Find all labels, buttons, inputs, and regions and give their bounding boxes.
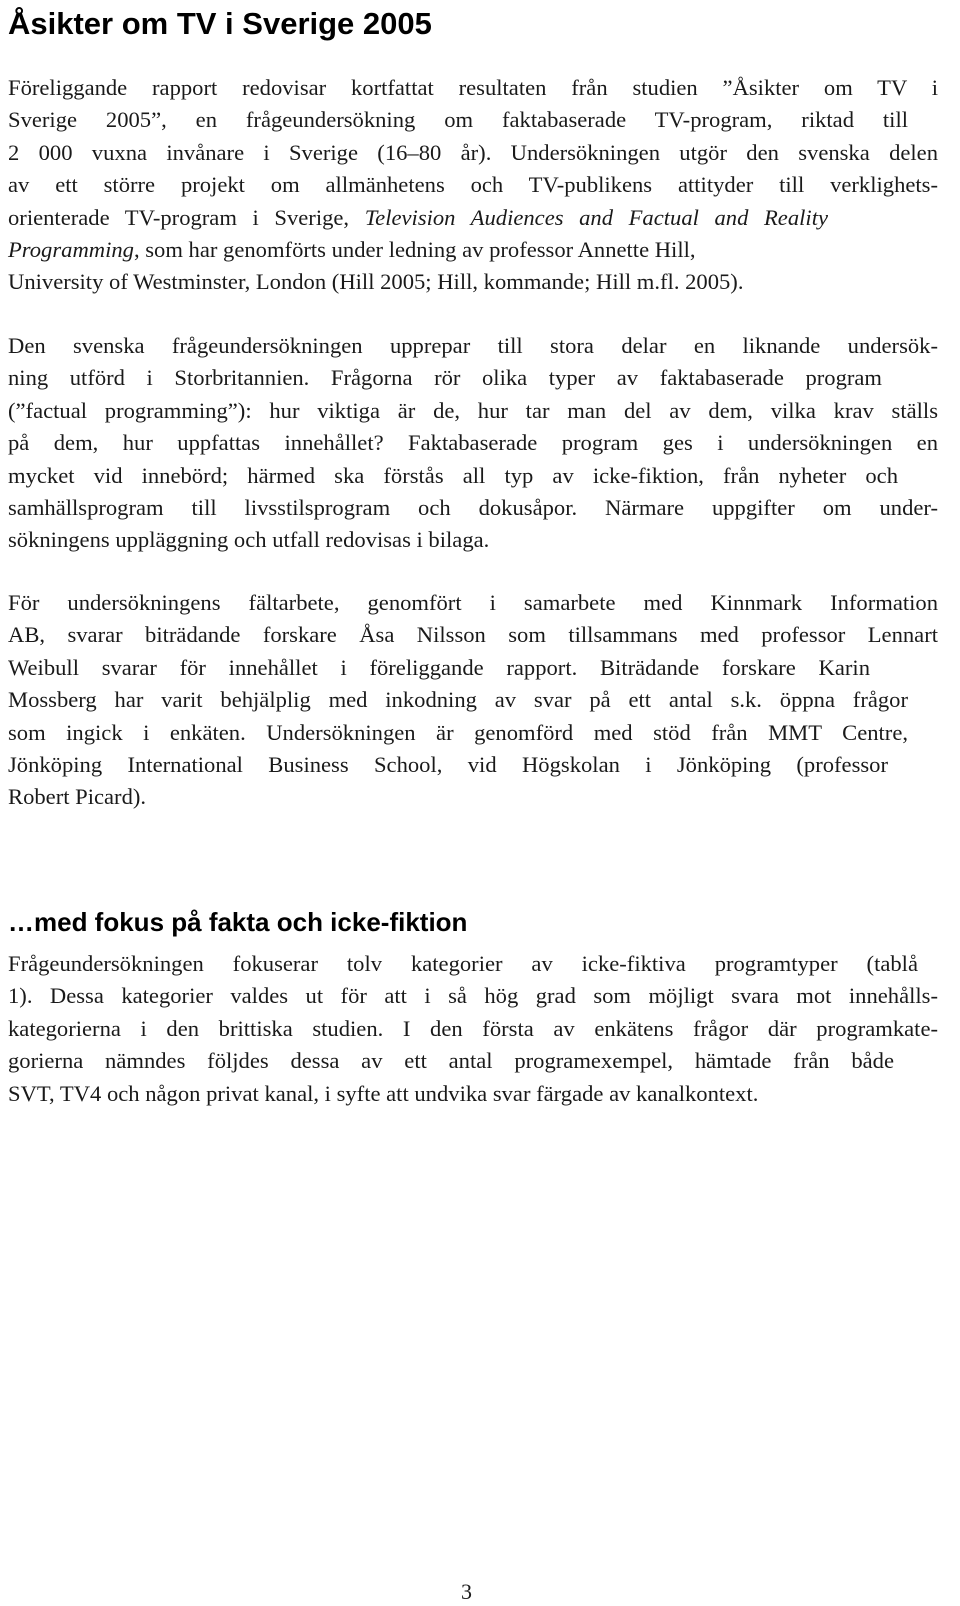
paragraph-line: Frågeundersökningen fokuserar tolv kategorier av icke-fiktiva programtyper (tablå: [8, 951, 918, 976]
line-text: , som har genomförts under ledning av professor Annette Hill,: [133, 236, 696, 262]
paragraph-line: på dem, hur uppfattas innehållet? Faktabaserade program ges i undersökningen en: [8, 430, 938, 456]
paragraph-line: gorierna nämndes följdes dessa av ett antal programexempel, hämtade från både: [8, 1048, 894, 1074]
method-paragraph: [8, 330, 938, 557]
paragraph-line: 2 000 vuxna invånare i Sverige (16–80 år). Undersökningen utgör den svenska delen: [8, 139, 938, 165]
paragraph-line: University of Westminster, London (Hill 2005; Hill, kommande; Hill m.fl. 2005).: [8, 269, 744, 295]
section-paragraph: [8, 948, 938, 1110]
paragraph-line: Weibull svarar för innehållet i föreliggande rapport. Biträdande forskare Karin: [8, 654, 870, 680]
project-title-italic: Television Audiences and Factual and Reality: [364, 204, 828, 230]
paragraph-line: som ingick i enkäten. Undersökningen är genomförd med stöd från MMT Centre,: [8, 719, 908, 745]
project-title-italic: Programming: [8, 236, 134, 262]
paragraph-line: [8, 234, 938, 266]
paragraph-line: (”factual programming”): hur viktiga är de, hur tar man del av dem, vilka krav ställs: [8, 397, 938, 423]
credits-paragraph: [8, 587, 938, 814]
paragraph-line: 1). Dessa kategorier valdes ut för att i så hög grad som möjligt svara mot innehålls-: [8, 983, 938, 1009]
paragraph-line: Sverige 2005”, en frågeundersökning om faktabaserade TV-program, riktad till: [8, 107, 908, 133]
line-text: orienterade TV-program i Sverige,: [8, 204, 365, 230]
paragraph-line: kategorierna i den brittiska studien. I den första av enkätens frågor där programkate-: [8, 1015, 938, 1041]
paragraph-line: sökningens uppläggning och utfall redovisas i bilaga.: [8, 527, 490, 553]
paragraph-line: [8, 202, 938, 234]
intro-paragraph: [8, 72, 938, 299]
page-number: 3: [461, 1579, 472, 1604]
paragraph-line: samhällsprogram till livsstilsprogram och dokusåpor. Närmare uppgifter om under-: [8, 494, 938, 520]
paragraph-line: SVT, TV4 och någon privat kanal, i syfte att undvika svar färgade av kanalkontext.: [8, 1080, 759, 1106]
paragraph-line: Jönköping International Business School, vid Högskolan i Jönköping (professor: [8, 751, 888, 777]
paragraph-line: av ett större projekt om allmänhetens och TV-publikens attityder till verklighets-: [8, 172, 938, 198]
page-title: Åsikter om TV i Sverige 2005: [8, 6, 432, 41]
paragraph-line: AB, svarar biträdande forskare Åsa Nilsson som tillsammans med professor Lennart: [8, 622, 938, 648]
paragraph-line: mycket vid innebörd; härmed ska förstås all typ av icke-fiktion, från nyheter och: [8, 462, 898, 488]
paragraph-line: För undersökningens fältarbete, genomfört i samarbete med Kinnmark Information: [8, 590, 938, 615]
section-heading: …med fokus på fakta och icke-fiktion: [8, 907, 468, 937]
paragraph-line: Robert Picard).: [8, 784, 147, 810]
paragraph-line: Föreliggande rapport redovisar kortfattat resultaten från studien ”Åsikter om TV i: [8, 75, 938, 100]
paragraph-line: ning utförd i Storbritannien. Frågorna rör olika typer av faktabaserade program: [8, 365, 882, 391]
paragraph-line: Den svenska frågeundersökningen upprepar till stora delar en liknande undersök-: [8, 333, 938, 358]
paragraph-line: Mossberg har varit behjälplig med inkodning av svar på ett antal s.k. öppna frågor: [8, 687, 908, 713]
